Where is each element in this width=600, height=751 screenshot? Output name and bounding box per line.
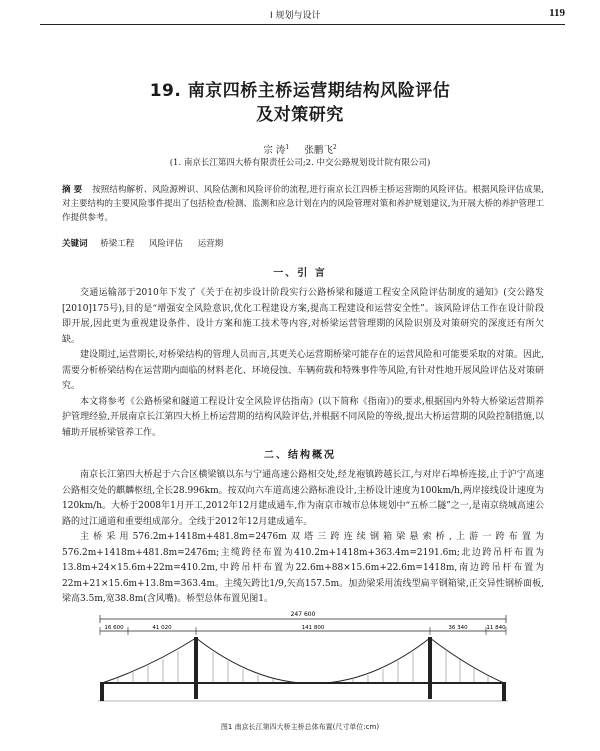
total-span-label: 247 600 — [290, 611, 316, 618]
page-number: 119 — [549, 7, 565, 19]
paragraph: 本文将参考《公路桥梁和隧道工程设计安全风险评估指南》(以下简称《指南》)的要求,根据国内外特大桥梁运营期养护管理经验,开展南京长江第四大桥上桥运营期的结构风险评估,并根据不同风险的等级,提出大桥运营期的风险控制措施,以辅助开展桥梁管养工作。 — [62, 396, 544, 438]
header-section-title: Ⅰ 规划与设计 — [270, 11, 321, 21]
figure-caption: 图1 南京长江第四大桥主桥总体布置(尺寸单位:cm) — [220, 723, 380, 731]
page-header — [40, 8, 565, 25]
bridge-layout-figure — [98, 609, 508, 709]
keyword: 风险评估 — [148, 239, 183, 249]
abstract-label: 摘 要 — [62, 185, 83, 195]
keywords — [62, 237, 235, 249]
dimension-label: 16 600 — [104, 625, 124, 631]
north-anchorage — [100, 683, 104, 701]
keyword: 运营期 — [197, 239, 224, 249]
abstract — [62, 183, 544, 225]
south-anchorage — [502, 683, 506, 701]
section-introduction-body — [62, 286, 544, 441]
paragraph: 南京长江第四大桥起于六合区横梁镇以东与宁通高速公路相交处,经龙袍镇跨越长江,与对岸石埠桥连接,止于沪宁高速公路相交处的麒麟枢纽,全长28.996km。按双向六车道高速公路标准设计,主桥设计速度为100km/h,两岸接线设计速度为120km/h。大桥于2008年1月开工,2012年12月建成通车,作为南京市城市总体规划中“五桥二隧”之一,是南京绕城高速公路的过江通道和重要组成部分。全线于2012年12月建成通车。 — [62, 470, 544, 527]
south-side-cable — [430, 638, 504, 683]
north-side-cable — [102, 638, 196, 683]
keyword: 桥梁工程 — [100, 239, 135, 249]
dimension-label: 36 340 — [448, 625, 468, 631]
hanger-group — [118, 651, 488, 683]
author-affil-mark: 2 — [332, 143, 337, 151]
author-affil-mark: 1 — [285, 143, 290, 151]
paragraph: 交通运输部于2010年下发了《关于在初步设计阶段实行公路桥梁和隧道工程安全风险评估制度的通知》(交公路发[2010]175号),目的是“增强安全风险意识,优化工程建设方案,提高工程建设和运营安全性”。该风险评估工作在设计阶段即开展,因此更为重视建设条件、设计方案和施工技术等内容,对桥梁运营管理期的风险识别及对策研究的深度还有所欠缺。 — [62, 288, 544, 345]
author-name: 宗 涛 — [263, 145, 286, 156]
section-heading-introduction: 一、引 言 — [273, 268, 327, 279]
affiliation: (1. 南京长江第四大桥有限责任公司;2. 中交公路规划设计院有限公司) — [169, 158, 431, 168]
north-tower — [194, 637, 198, 699]
paragraph: 主桥采用576.2m+1418m+481.8m=2476m双塔三跨连续钢箱梁悬索桥,上游一跨布置为576.2m+1418m+481.8m=2476m;主缆跨径布置为410.2m+1418m+363.4m=2191.6m;北边跨吊杆布置为13.8m+24×15.6m+22m=410.2m,中跨吊杆布置为22.6m+88×15.6m+22.6m=1418m,南边跨吊杆布置为22m+21×15.6m+13.8m=363.4m。主缆矢跨比1/9,矢高157.5m。加劲梁采用流线型扁平钢箱梁,正交异性钢桥面板,梁高3.5m,宽38.8m(含风嘴)。桥型总体布置见图1。 — [62, 532, 544, 604]
dimension-label: 11 840 — [486, 625, 506, 631]
section-heading-structure: 二、结构概况 — [264, 450, 336, 461]
article-title-line1: 19. 南京四桥主桥运营期结构风险评估 — [149, 81, 451, 101]
main-span-cable — [196, 638, 430, 684]
dimension-label: 41 020 — [152, 625, 172, 631]
bridge-elevation-drawing — [98, 609, 508, 709]
author-name: 张鹏飞 — [304, 145, 333, 156]
article-title-line2: 及对策研究 — [256, 105, 344, 125]
abstract-text: 按照结构解析、风险源辨识、风险估测和风险评价的流程,进行南京长江四桥主桥运营期的风险评估。根据风险评估成果,对主要结构的主要风险事件提出了包括检查/检测、监测和应急计划在内的风险管理对策和养护规划建议,为开展大桥的养护管理工作提供参考。 — [62, 185, 544, 223]
paragraph: 建设期过,运营期长,对桥梁结构的管理人员而言,其更关心运营期桥梁可能存在的运营风险和可能要采取的对策。因此,需要分析桥梁结构在运营期内面临的材料老化、环境侵蚀、车辆荷载和特殊事件等风险,有针对性地开展风险评估及对策研究。 — [62, 350, 544, 391]
section-structure-body — [62, 468, 544, 608]
south-tower — [428, 637, 432, 699]
author-line — [0, 142, 600, 156]
keywords-label: 关键词 — [62, 239, 88, 249]
dimension-label: 141 800 — [301, 625, 325, 631]
